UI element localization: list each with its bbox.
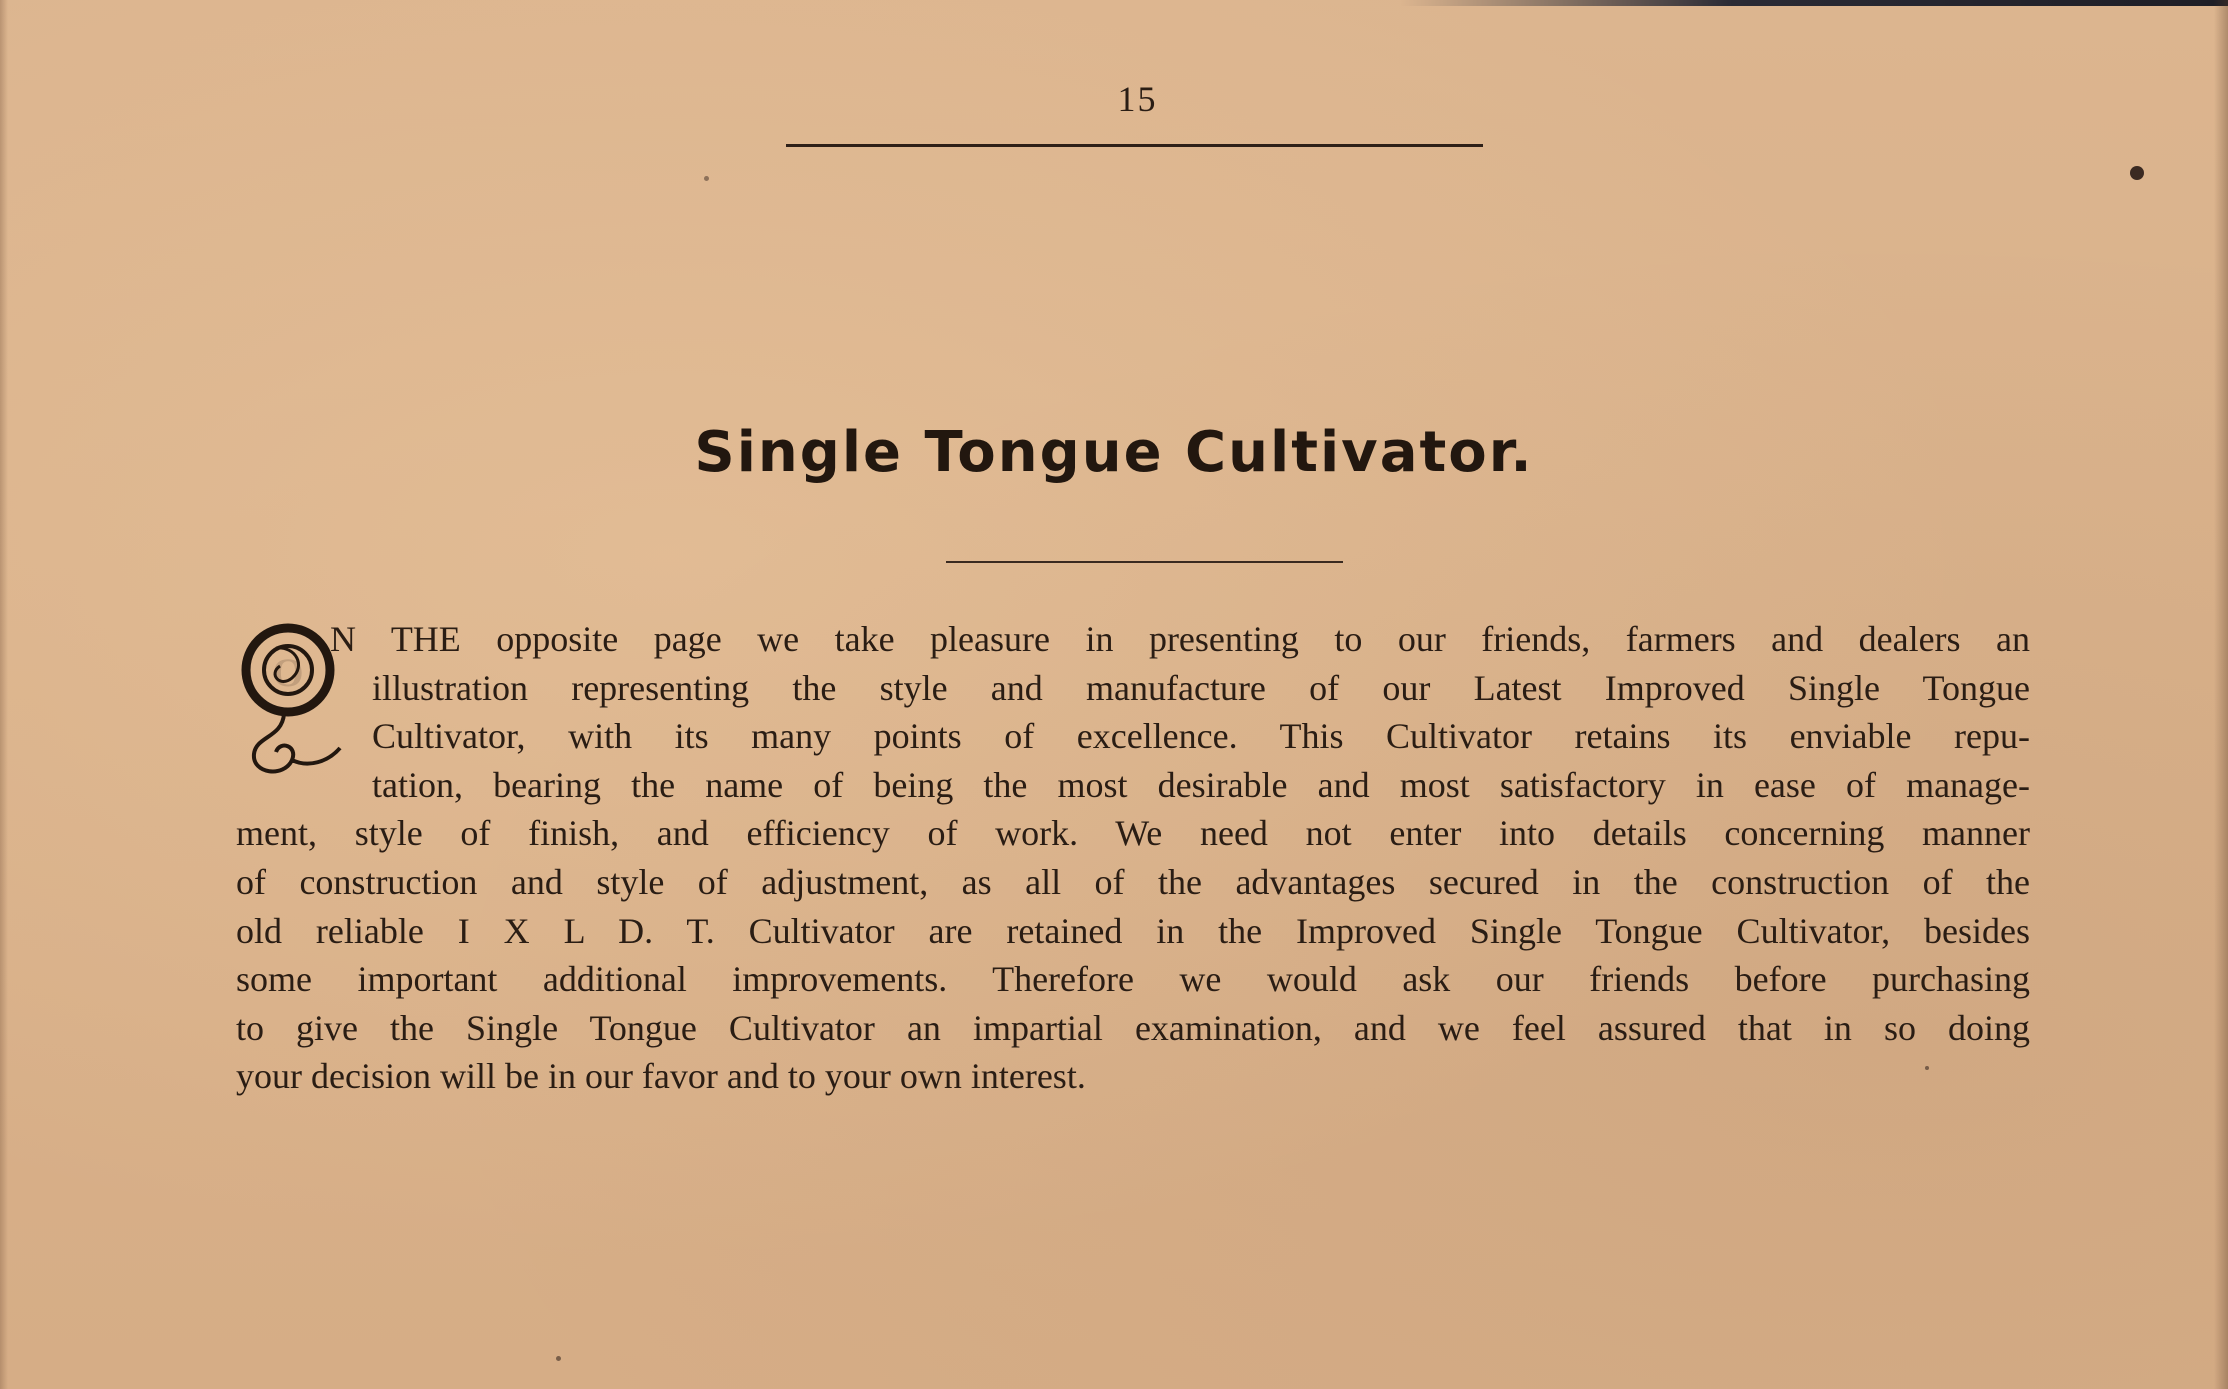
body-line: your decision will be in our favor and to your own interest. (236, 1056, 1086, 1097)
body-line: illustration representing the style and manufacture of our Latest Improved Single Tongue (372, 667, 2030, 708)
header-rule (786, 144, 1483, 147)
body-line: some important additional improvements. Therefore we would ask our friends before purchasing (236, 959, 2030, 1000)
body-line: old reliable I X L D. T. Cultivator are retained in the Improved Single Tongue Cultivator, besides (236, 910, 2030, 951)
page-left-edge (0, 0, 8, 1389)
page-title: Single Tongue Cultivator. (694, 420, 1534, 485)
body-paragraph (236, 615, 2030, 1101)
paper-speck (704, 176, 709, 181)
body-line: tation, bearing the name of being the most desirable and most satisfactory in ease of manage- (372, 764, 2030, 805)
page-top-edge (1400, 0, 2228, 6)
body-line: of construction and style of adjustment, as all of the advantages secured in the construction of the (236, 861, 2030, 902)
paper-speck (556, 1356, 561, 1361)
body-line: ment, style of finish, and efficiency of work. We need not enter into details concerning manner (236, 813, 2030, 854)
body-line: to give the Single Tongue Cultivator an impartial examination, and we feel assured that in so doing (236, 1007, 2030, 1048)
drop-cap-letter: O (272, 650, 304, 695)
page-right-edge (2214, 0, 2228, 1389)
title-rule (946, 561, 1343, 563)
page-number: 15 (1117, 79, 1158, 119)
ink-spot (2130, 166, 2144, 180)
body-line: N THE opposite page we take pleasure in presenting to our friends, farmers and dealers an (330, 619, 2030, 659)
body-line: Cultivator, with its many points of excellence. This Cultivator retains its enviable repu- (372, 716, 2030, 757)
